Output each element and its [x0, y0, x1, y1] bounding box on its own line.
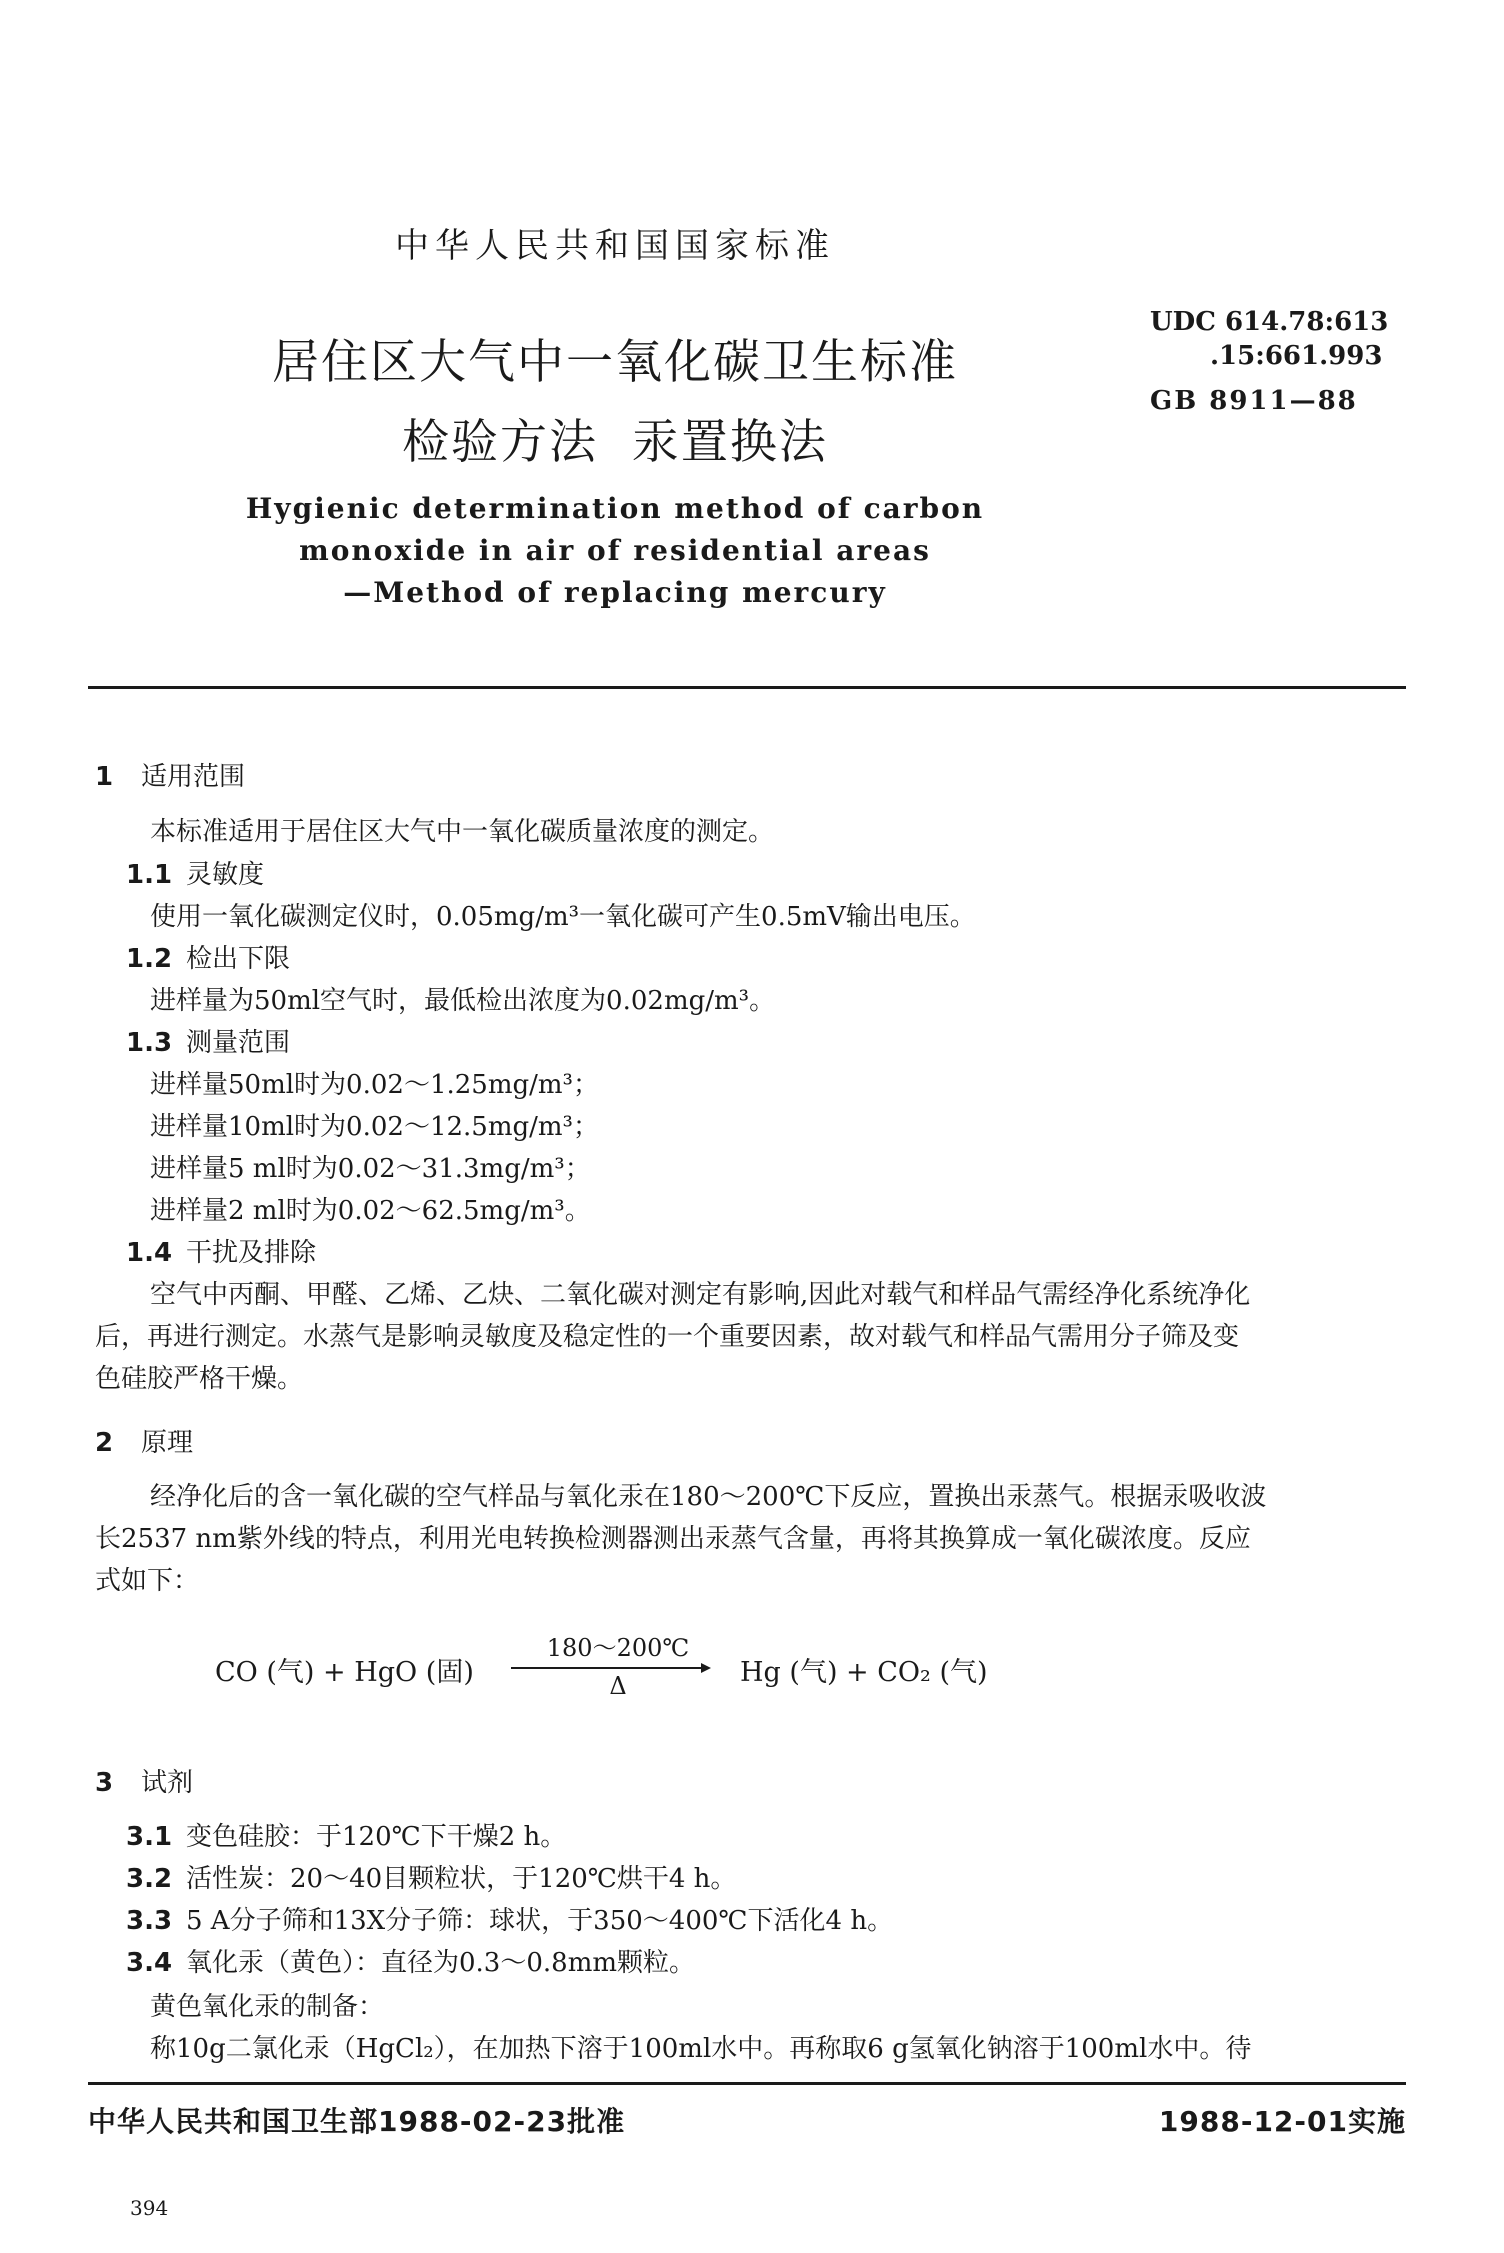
range-line-3: 进样量5 ml时为0.02～31.3mg/m³；: [150, 1154, 591, 1184]
subsection-title: 测量范围: [186, 1028, 291, 1058]
reagent-3-1: [126, 1816, 566, 1853]
reagent-3-4-prep-text: 称10g二氯化汞（HgCl₂），在加热下溶于100ml水中。再称取6 g氢氧化钠溶于100ml水中。待: [150, 2034, 1252, 2064]
range-line-4: 进样量2 ml时为0.02～62.5mg/m³。: [150, 1196, 591, 1226]
title-english-line-2: monoxide in air of residential areas: [299, 534, 931, 567]
header-divider: [88, 686, 1406, 689]
subsection-title: 灵敏度: [186, 860, 265, 890]
reagent-text: 氧化汞（黄色）：直径为0.3～0.8mm颗粒。: [186, 1948, 696, 1978]
interference-line-3: 色硅胶严格干燥。: [95, 1364, 304, 1394]
reagent-3-2: [126, 1858, 736, 1895]
interference-line-1: 空气中丙酮、甲醛、乙烯、乙炔、二氧化碳对测定有影响,因此对载气和样品气需经净化系统净化: [150, 1280, 1251, 1310]
equation-reactants: CO (气) + HgO (固): [215, 1657, 474, 1688]
section-3-heading: [95, 1762, 193, 1799]
reagent-3-4: [126, 1942, 695, 1979]
subsection-1-2-text: 进样量为50ml空气时，最低检出浓度为0.02mg/m³。: [150, 986, 776, 1016]
udc-block: [1150, 305, 1388, 373]
section-title: 适用范围: [141, 762, 246, 792]
range-line-2: 进样量10ml时为0.02～12.5mg/m³；: [150, 1112, 599, 1142]
subsection-1-3-heading: [126, 1022, 290, 1059]
section-2-heading: [95, 1422, 193, 1459]
section-1-intro: 本标准适用于居住区大气中一氧化碳质量浓度的测定。: [150, 817, 775, 847]
udc-code-2: .15:661.993: [1210, 341, 1383, 371]
subsection-title: 检出下限: [186, 944, 291, 974]
subsection-1-1-heading: [126, 854, 264, 891]
section-number: 3: [95, 1768, 114, 1798]
equation-condition-heat: Δ: [609, 1672, 627, 1700]
page-number: 394: [130, 2196, 169, 2220]
equation-products: Hg (气) + CO₂ (气): [740, 1657, 988, 1688]
reagent-3-3: [126, 1900, 893, 1937]
title-chinese-line-1: 居住区大气中一氧化碳卫生标准: [272, 335, 958, 390]
subsection-number: 3.2: [126, 1864, 173, 1894]
subsection-number: 3.4: [126, 1948, 173, 1978]
implementation-date: 1988-12-01实施: [1158, 2105, 1406, 2138]
reagent-text: 变色硅胶：于120℃下干燥2 h。: [186, 1822, 567, 1852]
section-number: 2: [95, 1428, 114, 1458]
approval-line: 中华人民共和国卫生部1988-02-23批准: [88, 2105, 626, 2138]
org-header: 中华人民共和国国家标准: [395, 226, 835, 266]
footer-divider: [88, 2082, 1406, 2085]
subsection-number: 1.3: [126, 1028, 173, 1058]
subsection-1-2-heading: [126, 938, 290, 975]
principle-line-2: 长2537 nm紫外线的特点，利用光电转换检测器测出汞蒸气含量，再将其换算成一氧化碳浓度。反应: [95, 1524, 1251, 1554]
reagent-text: 5 A分子筛和13X分子筛：球状，于350～400℃下活化4 h。: [186, 1906, 894, 1936]
reagent-text: 活性炭：20～40目颗粒状，于120℃烘干4 h。: [186, 1864, 737, 1894]
range-line-1: 进样量50ml时为0.02～1.25mg/m³；: [150, 1070, 599, 1100]
subsection-number: 3.1: [126, 1822, 173, 1852]
principle-line-1: 经净化后的含一氧化碳的空气样品与氧化汞在180～200℃下反应，置换出汞蒸气。根据汞吸收波: [150, 1482, 1267, 1512]
subsection-title: 干扰及排除: [186, 1238, 317, 1268]
subsection-1-1-text: 使用一氧化碳测定仪时，0.05mg/m³一氧化碳可产生0.5mV输出电压。: [150, 902, 976, 932]
principle-line-3: 式如下：: [95, 1566, 200, 1596]
section-number: 1: [95, 762, 114, 792]
reaction-equation: [215, 1628, 1115, 1708]
subsection-number: 1.4: [126, 1238, 173, 1268]
subsection-number: 3.3: [126, 1906, 173, 1936]
subsection-number: 1.2: [126, 944, 173, 974]
udc-code-1: UDC 614.78:613: [1150, 307, 1389, 337]
section-1-heading: [95, 756, 245, 793]
interference-line-2: 后，再进行测定。水蒸气是影响灵敏度及稳定性的一个重要因素，故对载气和样品气需用分子筛及变: [95, 1322, 1240, 1352]
subsection-number: 1.1: [126, 860, 173, 890]
section-title: 试剂: [141, 1768, 194, 1798]
title-english-line-3: —Method of replacing mercury: [343, 576, 887, 609]
subsection-1-4-heading: [126, 1232, 316, 1269]
section-title: 原理: [141, 1428, 194, 1458]
title-english-line-1: Hygienic determination method of carbon: [245, 492, 985, 525]
gb-standard-code: GB 8911—88: [1150, 386, 1358, 416]
equation-condition-temperature: 180～200℃: [546, 1634, 690, 1662]
title-chinese-line-2: 检验方法 汞置换法: [402, 415, 828, 470]
reagent-3-4-prep-heading: 黄色氧化汞的制备：: [150, 1992, 385, 2022]
